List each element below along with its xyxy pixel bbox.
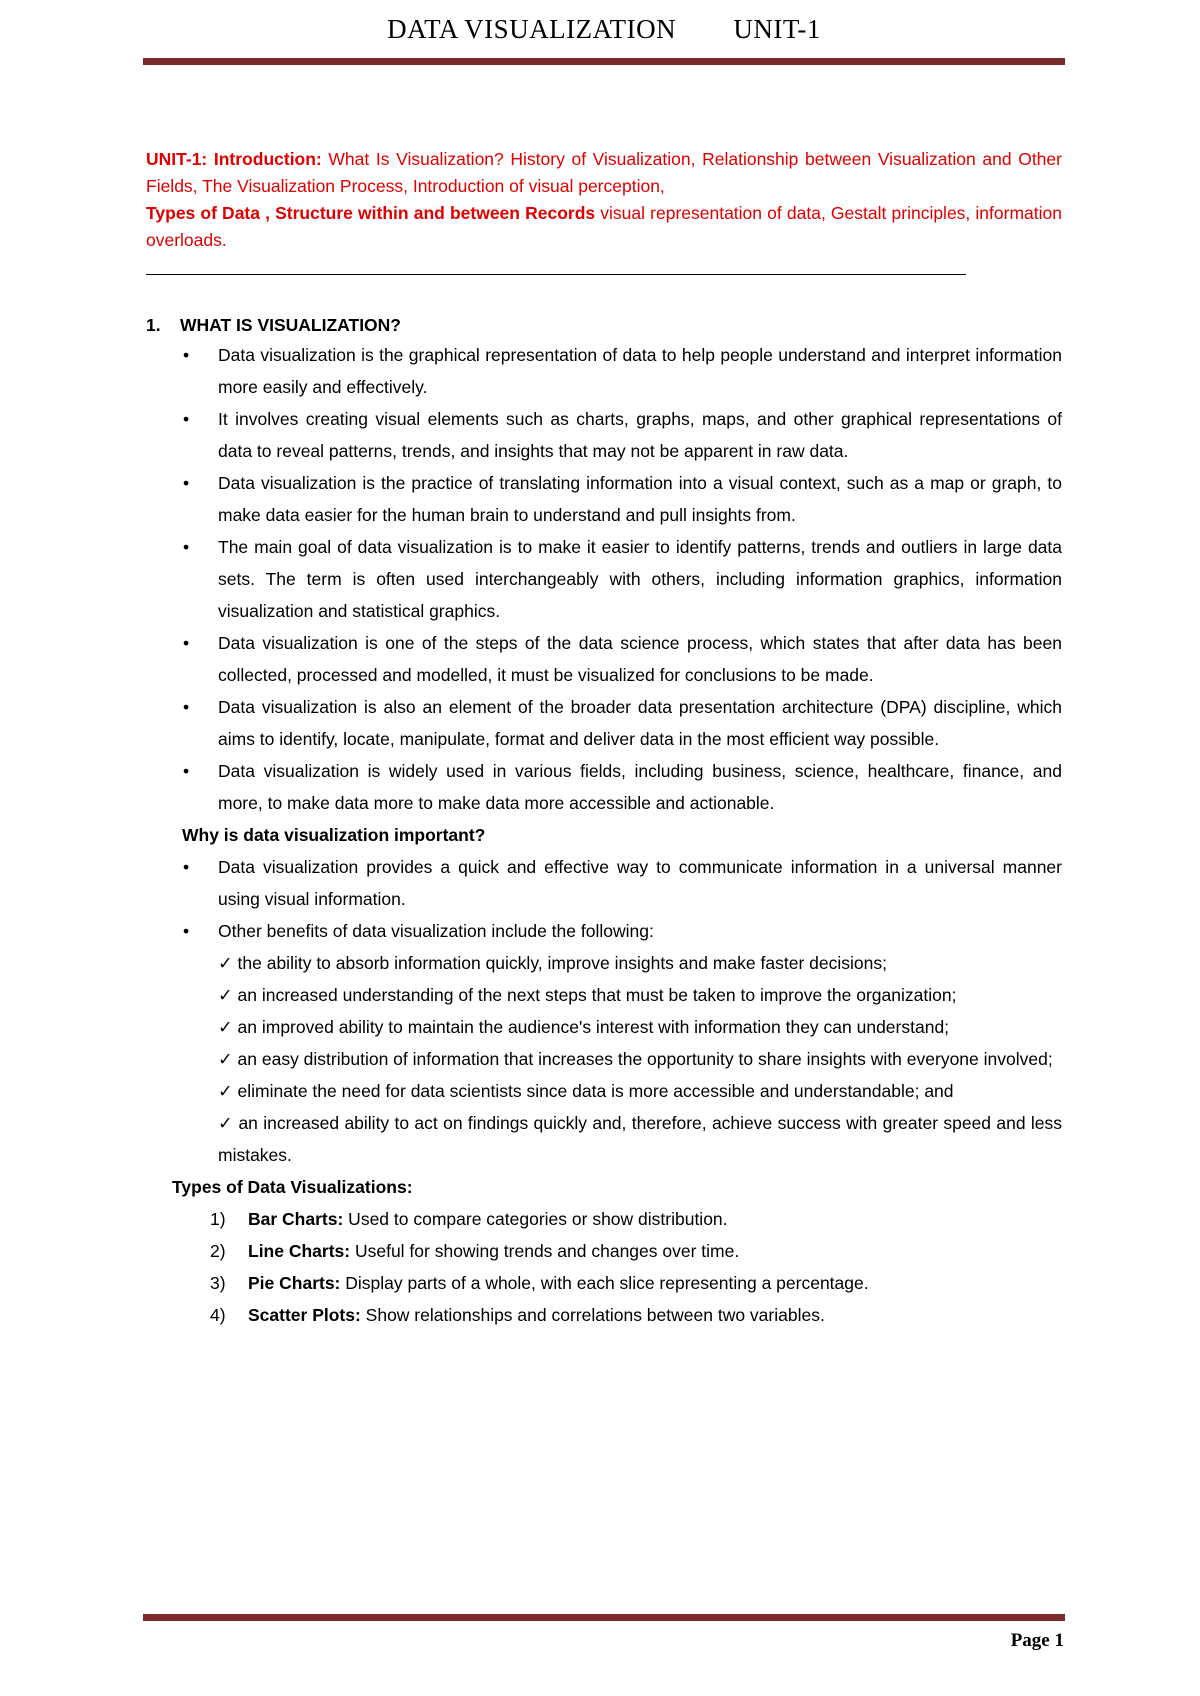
footer-rule: [143, 1614, 1065, 1621]
section-number: 1.: [146, 315, 161, 335]
header-rule: [143, 58, 1065, 65]
list-item: • Data visualization is the practice of translating information into a visual context, such as a map or graph, to make data easier for the human brain to understand and pull insights from.: [218, 467, 1062, 531]
bullet-icon: •: [183, 473, 190, 493]
list-item: • The main goal of data visualization is to make it easier to identify patterns, trends and outliers in large data sets. The term is often used interchangeably with others, including information graphics, information visualization and statistical graphics.: [218, 531, 1062, 627]
page-content: [146, 146, 1062, 1331]
separator-line: [146, 274, 966, 275]
unit-label: UNIT-1: [733, 14, 821, 44]
list-item: 2) Line Charts: Useful for showing trends and changes over time.: [210, 1241, 740, 1261]
benefits-checklist: [146, 947, 1062, 1171]
bullet-icon: •: [183, 761, 190, 781]
check-item: ✓ the ability to absorb information quickly, improve insights and make faster decisions;: [218, 953, 887, 973]
definition-list: [146, 339, 1062, 819]
intro-heading-2: Types of Data , Structure within and between Records: [146, 203, 596, 223]
list-item: 1) Bar Charts: Used to compare categories or show distribution.: [210, 1209, 728, 1229]
types-heading: Types of Data Visualizations:: [172, 1177, 413, 1197]
bullet-icon: •: [183, 633, 190, 653]
page-header: [143, 14, 1065, 45]
bullet-icon: •: [183, 537, 190, 557]
check-item: ✓ an improved ability to maintain the audience's interest with information they can understand;: [218, 1017, 950, 1037]
check-item: ✓ an increased ability to act on findings quickly and, therefore, achieve success with greater speed and less mistakes.: [218, 1113, 1062, 1165]
list-item: • Data visualization provides a quick and effective way to communicate information in a universal manner using visual information.: [218, 851, 1062, 915]
list-item: • Data visualization is the graphical representation of data to help people understand and interpret information more easily and effectively.: [218, 339, 1062, 403]
list-item: • Data visualization is one of the steps of the data science process, which states that after data has been collected, processed and modelled, it must be visualized for conclusions to be made.: [218, 627, 1062, 691]
bullet-icon: •: [183, 697, 190, 717]
intro-topics-2: visual representation of data, Gestalt principles, information overloads.: [146, 203, 1062, 250]
types-list: [146, 1203, 1062, 1331]
bullet-icon: •: [183, 921, 190, 941]
section-title: WHAT IS VISUALIZATION?: [180, 315, 401, 335]
list-item: • Other benefits of data visualization include the following:: [218, 915, 1062, 947]
bullet-icon: •: [183, 409, 190, 429]
list-item: • It involves creating visual elements such as charts, graphs, maps, and other graphical representations of data to reveal patterns, trends, and insights that may not be apparent in raw data.: [218, 403, 1062, 467]
document-title: DATA VISUALIZATION: [387, 14, 677, 44]
section-heading: [146, 311, 1062, 339]
list-item: 4) Scatter Plots: Show relationships and correlations between two variables.: [210, 1305, 825, 1325]
page-number: Page 1: [1010, 1630, 1064, 1651]
why-list: [146, 851, 1062, 947]
list-item: 3) Pie Charts: Display parts of a whole, with each slice representing a percentage.: [210, 1273, 869, 1293]
list-item: • Data visualization is widely used in various fields, including business, science, healthcare, finance, and more, to make data more to make data more accessible and actionable.: [218, 755, 1062, 819]
bullet-icon: •: [183, 857, 190, 877]
list-item: • Data visualization is also an element of the broader data presentation architecture (DPA) discipline, which aims to identify, locate, manipulate, format and deliver data in the most efficient way possible.: [218, 691, 1062, 755]
syllabus-intro: [146, 146, 1062, 254]
bullet-icon: •: [183, 345, 190, 365]
why-heading: Why is data visualization important?: [182, 825, 486, 845]
intro-heading: UNIT-1: Introduction:: [146, 149, 322, 169]
intro-topics: What Is Visualization? History of Visualization, Relationship between Visualization and Other Fields, The Visualization Process, Introduction of visual perception,: [146, 149, 1062, 196]
check-item: ✓ eliminate the need for data scientists since data is more accessible and understandable; and: [218, 1081, 954, 1101]
check-item: ✓ an easy distribution of information that increases the opportunity to share insights with everyone involved;: [218, 1049, 1053, 1069]
check-item: ✓ an increased understanding of the next steps that must be taken to improve the organization;: [218, 985, 957, 1005]
